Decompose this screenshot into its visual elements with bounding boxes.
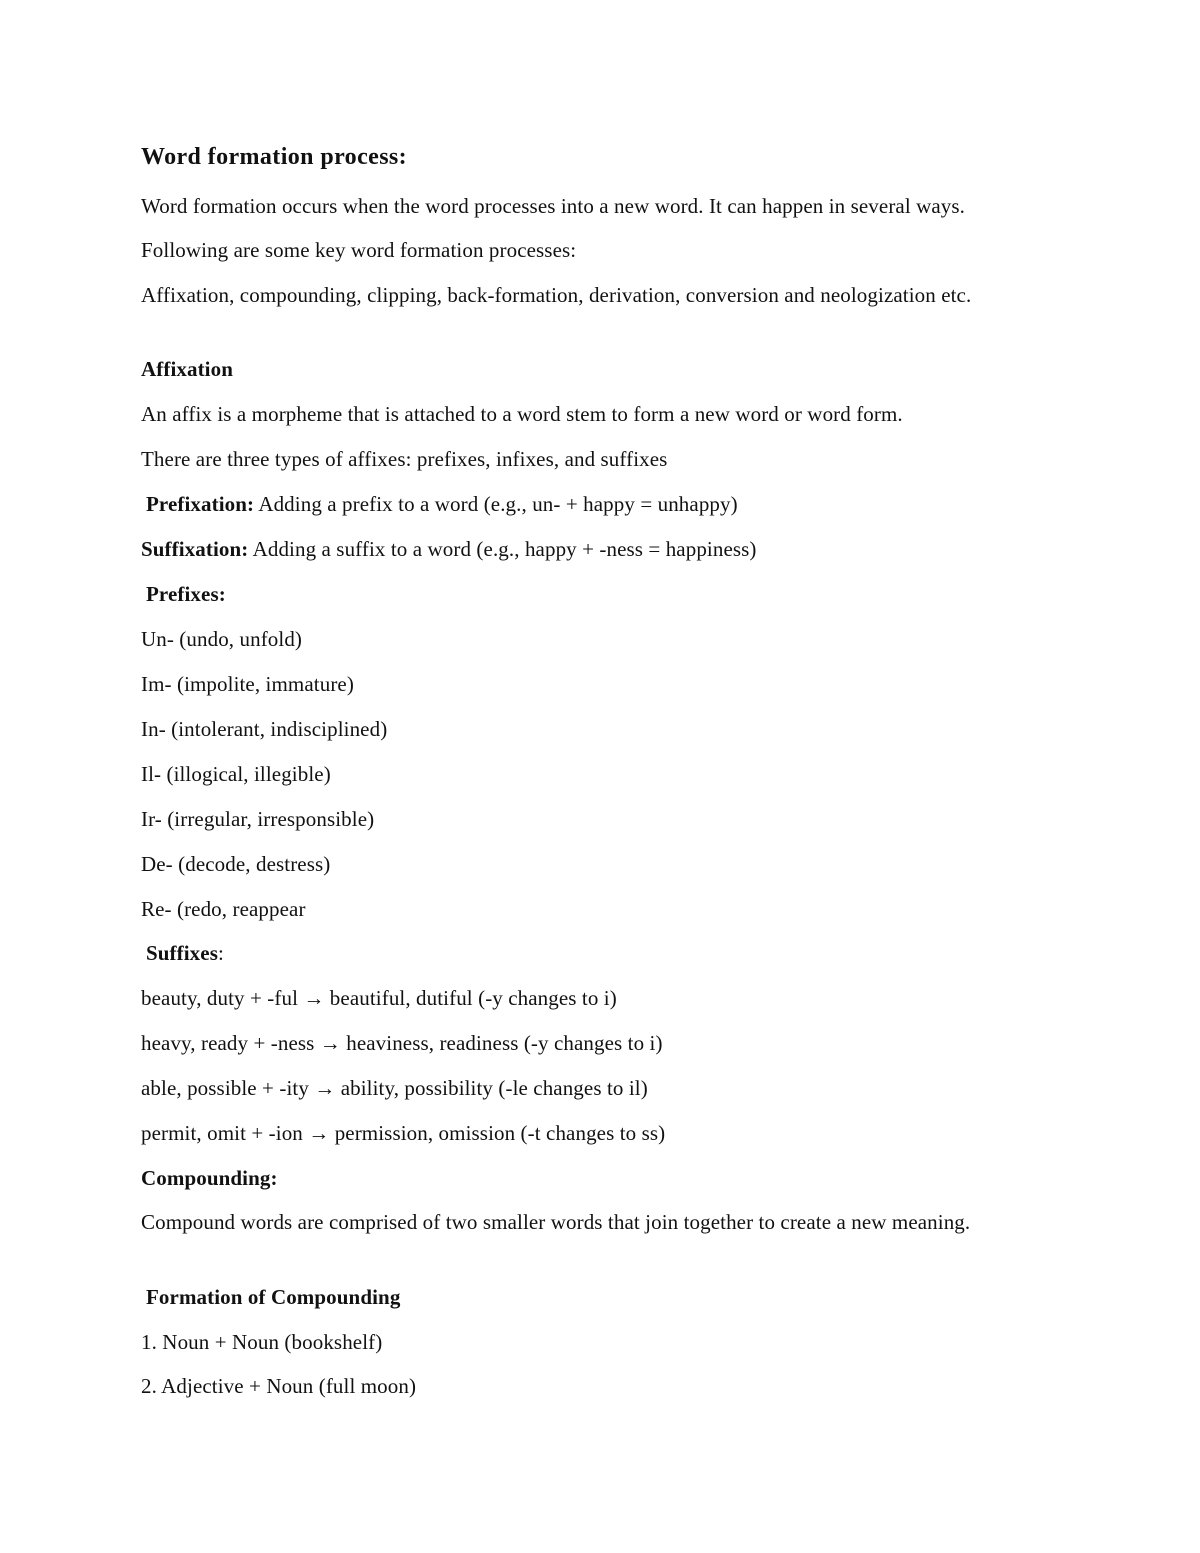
- prefix-item: Il- (illogical, illegible): [141, 762, 331, 786]
- prefixation-label: Prefixation:: [146, 492, 255, 516]
- prefixation-text: Adding a prefix to a word (e.g., un- + happy = unhappy): [254, 492, 738, 516]
- compounding-item: 1. Noun + Noun (bookshelf): [141, 1330, 383, 1354]
- prefix-item: Re- (redo, reappear: [141, 897, 306, 921]
- prefix-item: Un- (undo, unfold): [141, 627, 303, 651]
- suffixes-heading: Suffixes: [146, 941, 218, 965]
- suffixation-label: Suffixation:: [141, 537, 249, 561]
- suffix-item: heavy, ready + -ness → heaviness, readiness (-y changes to i): [141, 1031, 663, 1055]
- affixation-definition: An affix is a morpheme that is attached to a word stem to form a new word or word form.: [141, 402, 903, 426]
- compounding-heading: Compounding:: [141, 1166, 278, 1190]
- compounding-definition: Compound words are comprised of two smaller words that join together to create a new meaning.: [141, 1210, 971, 1234]
- affixation-heading: Affixation: [141, 357, 233, 381]
- prefix-item: In- (intolerant, indisciplined): [141, 717, 388, 741]
- suffixes-heading-line: [146, 938, 224, 968]
- prefix-item: Ir- (irregular, irresponsible): [141, 807, 375, 831]
- suffixation-text: Adding a suffix to a word (e.g., happy + -ness = happiness): [248, 537, 757, 561]
- page-title: Word formation process:: [141, 144, 408, 170]
- compounding-item: 2. Adjective + Noun (full moon): [141, 1374, 417, 1398]
- affixation-types: There are three types of affixes: prefixes, infixes, and suffixes: [141, 447, 668, 471]
- suffix-item: able, possible + -ity → ability, possibility (-le changes to il): [141, 1076, 648, 1100]
- prefixes-heading: Prefixes:: [146, 582, 226, 606]
- prefixation-line: [146, 489, 738, 519]
- suffix-item: permit, omit + -ion → permission, omission (-t changes to ss): [141, 1121, 666, 1145]
- suffix-item: beauty, duty + -ful → beautiful, dutiful (-y changes to i): [141, 986, 617, 1010]
- prefix-item: Im- (impolite, immature): [141, 672, 354, 696]
- suffixation-line: [141, 534, 757, 564]
- intro-paragraph-1: Word formation occurs when the word processes into a new word. It can happen in several ways.: [141, 194, 966, 218]
- prefix-item: De- (decode, destress): [141, 852, 331, 876]
- suffixes-heading-colon: :: [217, 941, 224, 965]
- intro-paragraph-2: Following are some key word formation processes:: [141, 238, 577, 262]
- formation-of-compounding-heading: Formation of Compounding: [146, 1285, 401, 1309]
- intro-paragraph-3: Affixation, compounding, clipping, back-formation, derivation, conversion and neologization etc.: [141, 283, 972, 307]
